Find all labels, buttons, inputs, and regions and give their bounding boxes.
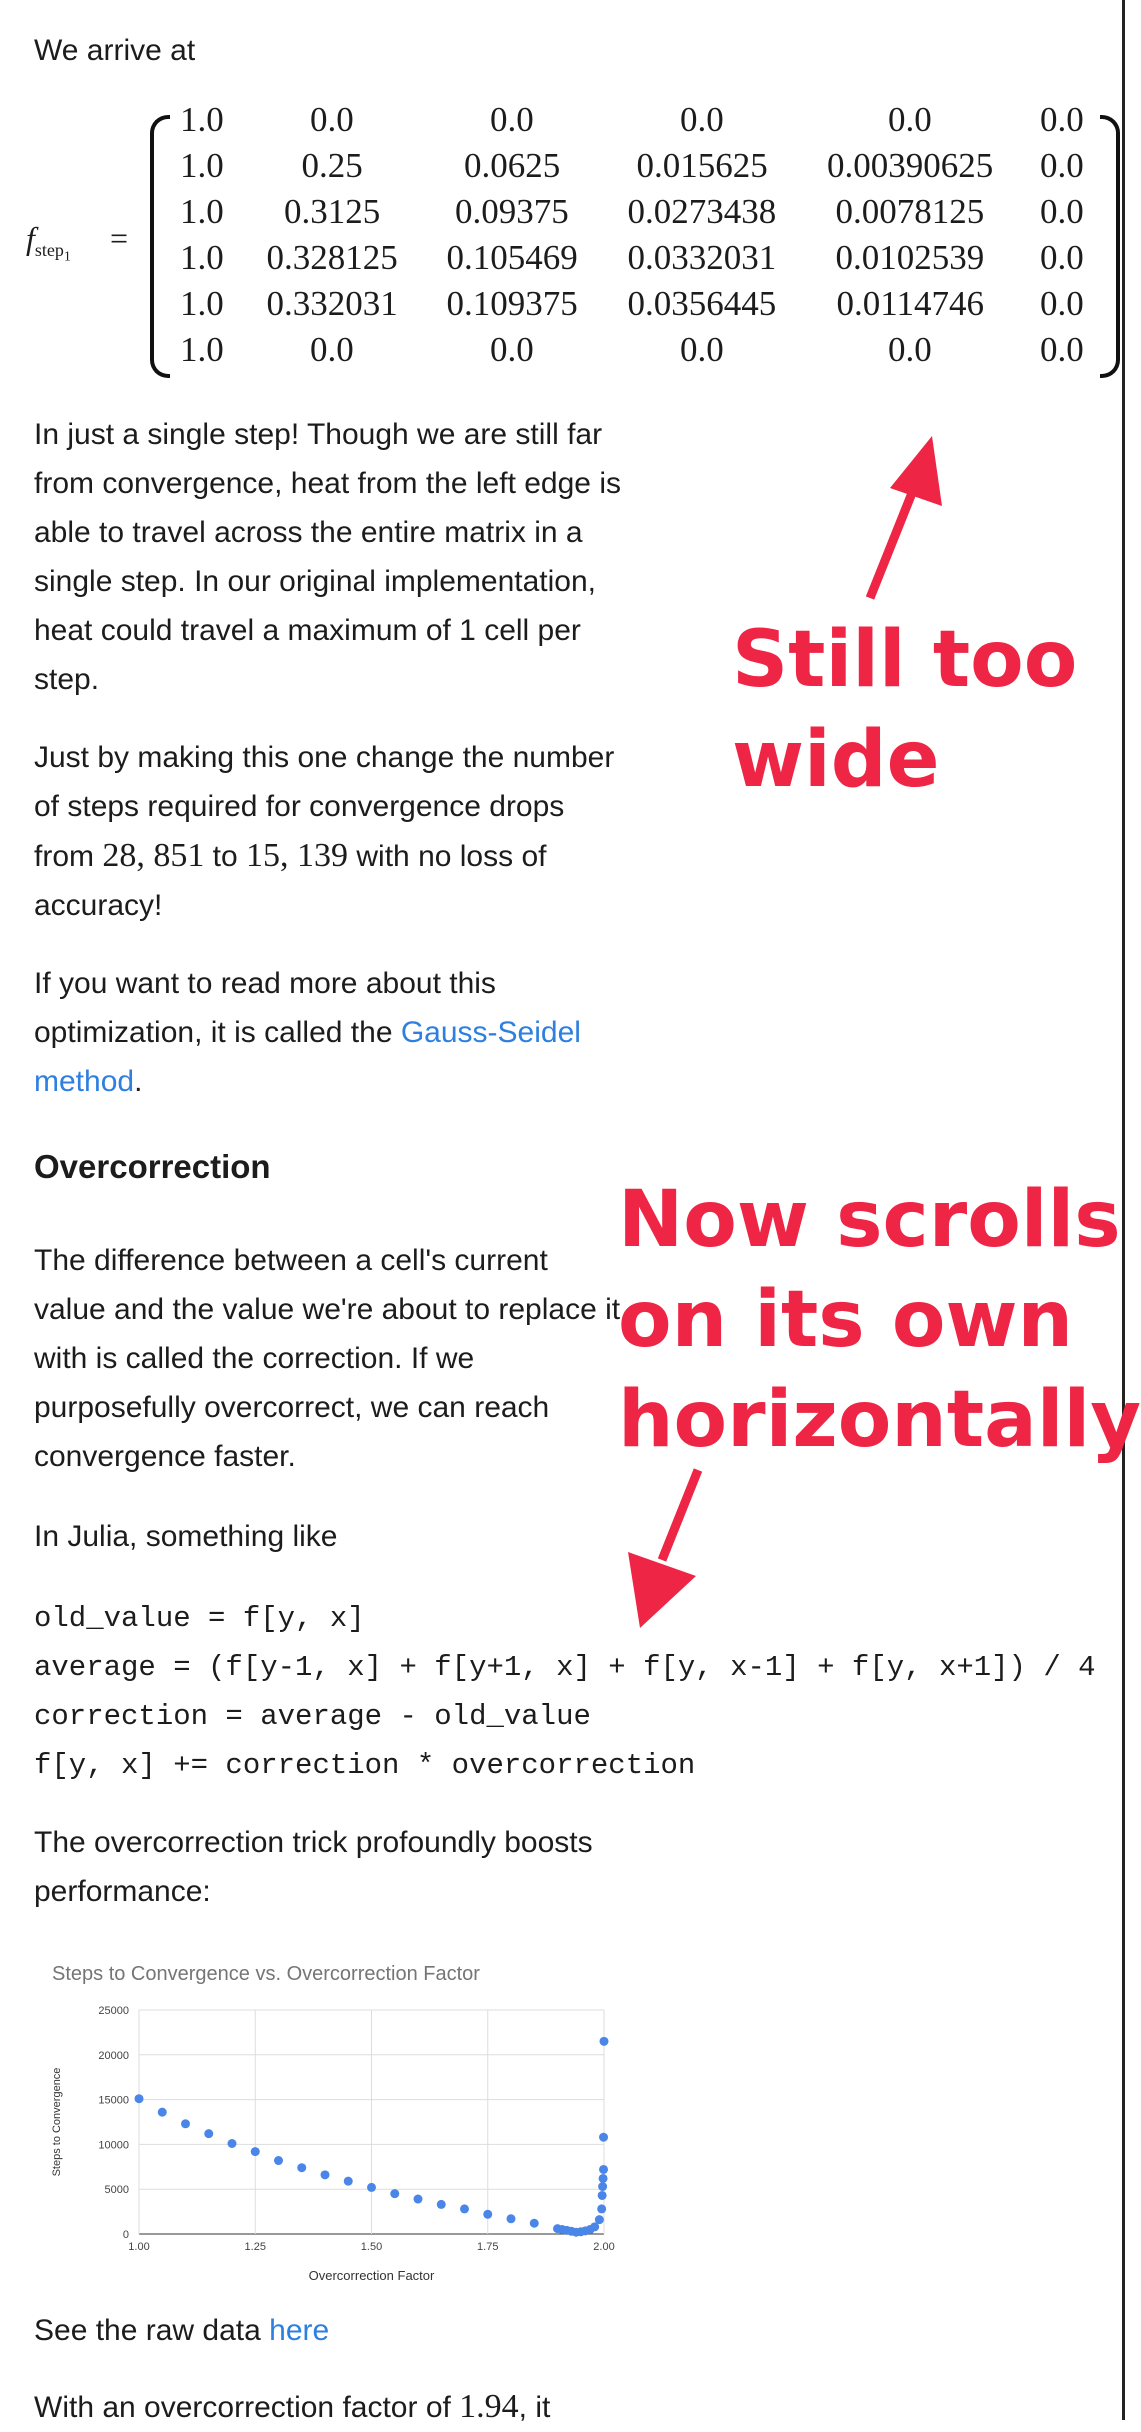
paragraph-factor: With an overcorrection factor of 1.94, it xyxy=(34,2388,551,2425)
matrix-cell: 0.0625 xyxy=(464,146,561,185)
matrix-cell: 1.0 xyxy=(180,238,224,277)
matrix-cell: 0.015625 xyxy=(636,146,768,185)
chart-x-axis-label: Overcorrection Factor xyxy=(308,2268,435,2283)
matrix-cell: 0.0332031 xyxy=(627,238,777,277)
paragraph-julia: In Julia, something like xyxy=(34,1520,338,1553)
paragraph-single-step: In just a single step! Though we are still far from convergence, heat from the left edge is able to travel across the entire matrix in a single step. In our original implementation, heat could travel a maximum of 1 cell per step. xyxy=(34,418,621,696)
section-heading-overcorrection: Overcorrection xyxy=(34,1148,271,1185)
arrow-up-icon xyxy=(870,478,918,598)
matrix-cell: 0.25 xyxy=(301,146,363,185)
chart-y-tick-label: 25000 xyxy=(98,2005,129,2017)
code-line: f[y, x] += correction * overcorrection xyxy=(34,1749,696,1782)
matrix-cell: 0.0 xyxy=(1040,146,1084,185)
matrix-cell: 0.0 xyxy=(888,330,932,369)
chart-y-tick-label: 5000 xyxy=(104,2184,129,2197)
matrix-cell: 1.0 xyxy=(180,284,224,323)
matrix-cell: 0.105469 xyxy=(446,238,578,277)
matrix-cell: 0.0356445 xyxy=(627,284,777,323)
matrix-cell: 0.0 xyxy=(680,100,724,139)
annotation-scrolls-horizontally: Now scrolls on its own horizontally xyxy=(618,1175,1141,1465)
matrix-cell: 1.0 xyxy=(180,100,224,139)
matrix-cell: 0.0 xyxy=(490,100,534,139)
matrix-cell: 0.0 xyxy=(1040,192,1084,231)
matrix-cell: 0.109375 xyxy=(446,284,578,323)
equals-sign: = xyxy=(110,220,129,256)
matrix-cell: 0.0078125 xyxy=(835,192,985,231)
arrowhead-down-icon xyxy=(628,1552,696,1628)
chart-title: Steps to Convergence vs. Overcorrection Factor xyxy=(52,1963,480,1985)
matrix-cell: 0.0 xyxy=(888,100,932,139)
raw-data-link[interactable]: here xyxy=(269,2314,330,2347)
matrix-cell: 0.0 xyxy=(1040,100,1084,139)
chart-x-tick-label: 1.50 xyxy=(360,2241,383,2253)
matrix-cell: 0.328125 xyxy=(266,238,398,277)
chart-y-tick-label: 15000 xyxy=(98,2094,129,2107)
chart-y-tick-label: 20000 xyxy=(98,2049,129,2062)
chart-x-tick-label: 2.00 xyxy=(593,2241,615,2253)
matrix-cell: 0.0273438 xyxy=(627,192,777,231)
code-line: old_value = f[y, x] xyxy=(34,1602,365,1635)
chart-x-tick-label: 1.75 xyxy=(477,2241,499,2253)
matrix-cell: 0.0 xyxy=(1040,238,1084,277)
chart-y-tick-label: 10000 xyxy=(98,2139,129,2152)
gauss-seidel-link[interactable]: Gauss-Seidel method xyxy=(34,1016,581,1098)
matrix-cell: 0.0 xyxy=(310,100,354,139)
paragraph-correction: The difference between a cell's current value and the value we're about to replace it with is called the correction. If we purposefully overcorrect, we can reach convergence faster. xyxy=(34,1244,621,1473)
annotation-still-too-wide: Still too wide xyxy=(732,615,1078,805)
matrix-label: $f_{step_1}$ xyxy=(26,220,71,265)
matrix-cell: 0.0 xyxy=(490,330,534,369)
paragraph-raw-data: See the raw data here xyxy=(34,2314,330,2347)
matrix-cell: 1.0 xyxy=(180,330,224,369)
paragraph-gauss-seidel: If you want to read more about this optimization, it is called the Gauss-Seidel method. xyxy=(34,967,581,1098)
code-line: average = (f[y-1, x] + f[y+1, x] + f[y, x-1] + f[y, x+1]) / 4 xyxy=(34,1651,1096,1684)
chart-y-axis-label: Steps to Convergence xyxy=(51,2067,63,2177)
matrix-cell: 0.3125 xyxy=(284,192,381,231)
arrowhead-up-icon xyxy=(890,436,942,506)
code-line: correction = average - old_value xyxy=(34,1700,591,1733)
matrix-cell: 1.0 xyxy=(180,192,224,231)
chart-x-tick-label: 1.25 xyxy=(244,2241,266,2253)
matrix-cell: 0.0 xyxy=(680,330,724,369)
matrix-cell: 0.332031 xyxy=(266,284,398,323)
matrix-cell: 0.00390625 xyxy=(827,146,994,185)
matrix-cell: 0.0102539 xyxy=(835,238,985,277)
chart-y-tick-label: 0 xyxy=(122,2229,129,2241)
paragraph-steps-drop: Just by making this one change the number of steps required for convergence drops from 28, 851 to 15, 139 with no loss of accuracy! xyxy=(34,741,615,922)
intro-text: We arrive at xyxy=(34,34,196,67)
arrow-down-icon xyxy=(662,1470,698,1560)
matrix-cell: 0.0 xyxy=(310,330,354,369)
paragraph-boosts: The overcorrection trick profoundly boosts performance: xyxy=(34,1826,593,1908)
chart-x-tick-label: 1.00 xyxy=(128,2241,150,2253)
matrix-cell: 0.0 xyxy=(1040,330,1084,369)
matrix-cell: 1.0 xyxy=(180,146,224,185)
matrix-cell: 0.0114746 xyxy=(836,284,984,323)
matrix-cell: 0.09375 xyxy=(455,192,569,231)
matrix-cell: 0.0 xyxy=(1040,284,1084,323)
